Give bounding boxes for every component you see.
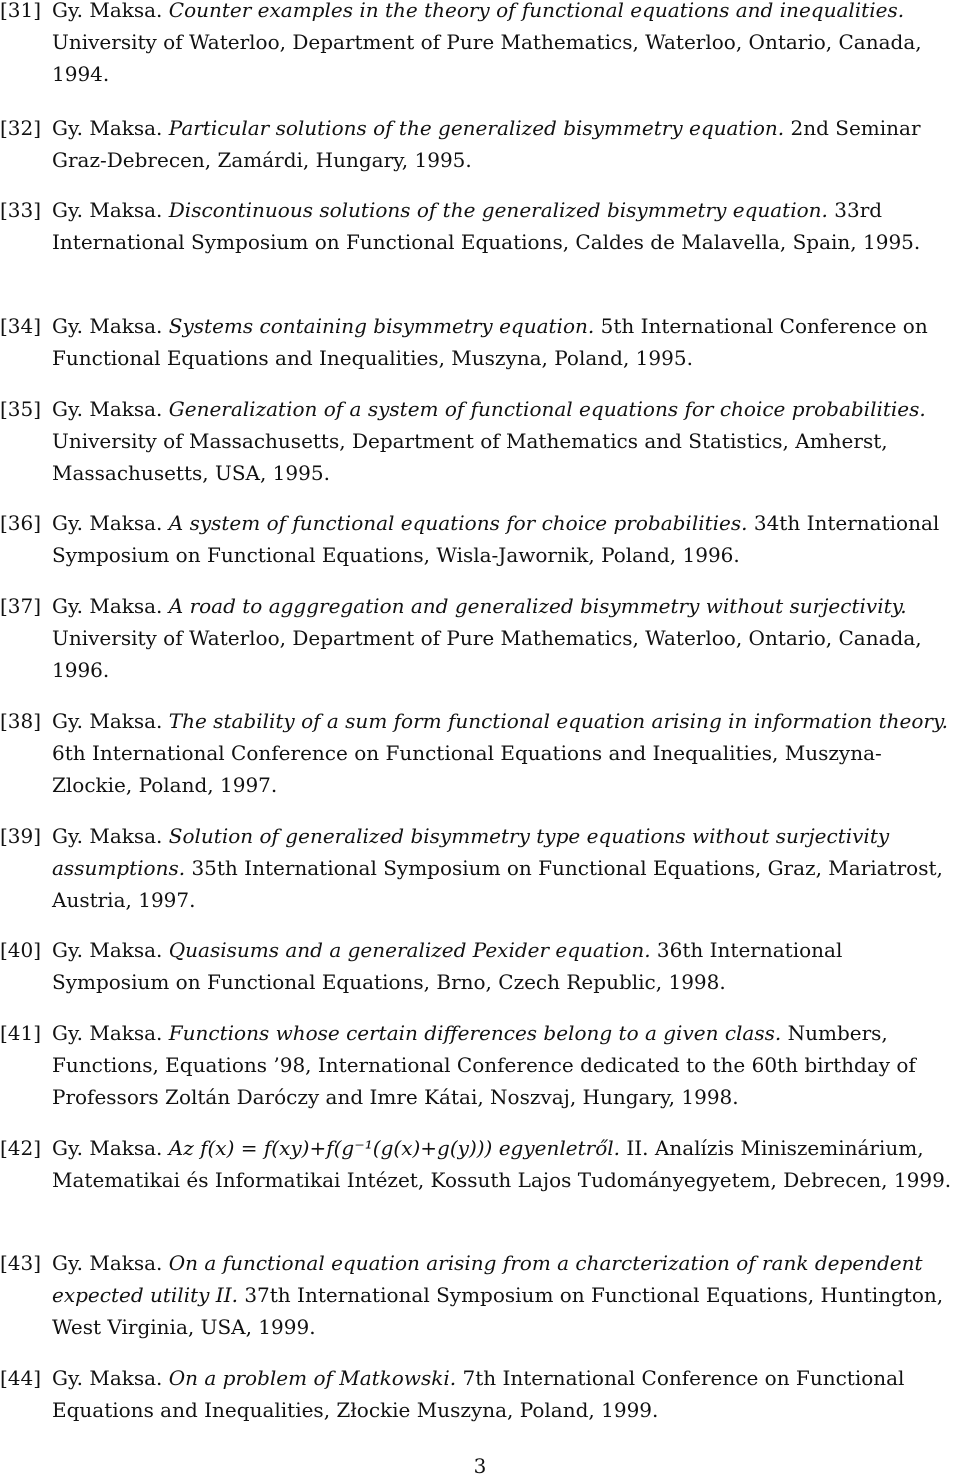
reference-venue: University of Massachusetts, Department of Mathematics and Statistics, Amherst, Massachusetts, USA, 1995.	[52, 429, 888, 485]
reference-title: On a problem of Matkowski.	[168, 1366, 457, 1390]
reference-number: [34]	[0, 314, 42, 338]
reference-item	[0, 1247, 960, 1343]
reference-number: [39]	[0, 824, 42, 848]
reference-venue: 33rd International Symposium on Functional Equations, Caldes de Malavella, Spain, 1995.	[52, 198, 921, 254]
reference-author: Gy. Maksa.	[52, 397, 163, 421]
reference-title: Quasisums and a generalized Pexider equation.	[168, 938, 651, 962]
reference-item	[0, 934, 960, 998]
reference-title: The stability of a sum form functional equation arising in information theory.	[168, 709, 948, 733]
reference-item	[0, 0, 960, 90]
reference-item	[0, 507, 960, 571]
reference-title: Counter examples in the theory of functional equations and inequalities.	[168, 0, 905, 22]
reference-venue: 36th International Symposium on Functional Equations, Brno, Czech Republic, 1998.	[52, 938, 843, 994]
reference-author: Gy. Maksa.	[52, 594, 163, 618]
reference-author: Gy. Maksa.	[52, 116, 163, 140]
reference-venue: University of Waterloo, Department of Pure Mathematics, Waterloo, Ontario, Canada, 1996.	[52, 626, 922, 682]
page-number: 3	[473, 1454, 487, 1478]
reference-author: Gy. Maksa.	[52, 0, 163, 22]
reference-number: [41]	[0, 1021, 42, 1045]
reference-author: Gy. Maksa.	[52, 709, 163, 733]
reference-number: [32]	[0, 116, 42, 140]
reference-author: Gy. Maksa.	[52, 824, 163, 848]
reference-author: Gy. Maksa.	[52, 314, 163, 338]
reference-venue: 35th International Symposium on Functional Equations, Graz, Mariatrost, Austria, 1997.	[52, 856, 943, 912]
reference-item	[0, 1132, 960, 1196]
reference-venue: Numbers, Functions, Equations ’98, International Conference dedicated to the 60th birthday of Professors Zoltán Daróczy and Imre Kátai, Noszvaj, Hungary, 1998.	[52, 1021, 916, 1109]
reference-number: [44]	[0, 1366, 42, 1390]
reference-venue: 37th International Symposium on Functional Equations, Huntington, West Virginia, USA, 1999.	[52, 1283, 944, 1339]
reference-title: Az f(x) = f(xy)+f(g⁻¹(g(x)+g(y))) egyenletről.	[168, 1136, 620, 1160]
reference-venue: 34th International Symposium on Functional Equations, Wisla-Jawornik, Poland, 1996.	[52, 511, 940, 567]
reference-item	[0, 310, 960, 374]
reference-author: Gy. Maksa.	[52, 1251, 163, 1275]
reference-title: Particular solutions of the generalized bisymmetry equation.	[168, 116, 785, 140]
reference-item	[0, 1362, 960, 1426]
reference-number: [36]	[0, 511, 42, 535]
reference-number: [42]	[0, 1136, 42, 1160]
reference-title: On a functional equation arising from a charcterization of rank dependent expected utility II.	[52, 1251, 923, 1307]
reference-number: [37]	[0, 594, 42, 618]
reference-author: Gy. Maksa.	[52, 1366, 163, 1390]
reference-author: Gy. Maksa.	[52, 511, 163, 535]
reference-title: Solution of generalized bisymmetry type equations without surjectivity assumptions.	[52, 824, 890, 880]
reference-item	[0, 705, 960, 801]
reference-number: [40]	[0, 938, 42, 962]
reference-author: Gy. Maksa.	[52, 1021, 163, 1045]
reference-item	[0, 393, 960, 489]
reference-item	[0, 112, 960, 176]
reference-venue: 7th International Conference on Functional Equations and Inequalities, Złockie Muszyna, Poland, 1999.	[52, 1366, 905, 1422]
reference-item	[0, 194, 960, 258]
reference-venue: University of Waterloo, Department of Pure Mathematics, Waterloo, Ontario, Canada, 1994.	[52, 30, 922, 86]
reference-venue: 5th International Conference on Functional Equations and Inequalities, Muszyna, Poland, 1995.	[52, 314, 928, 370]
reference-author: Gy. Maksa.	[52, 938, 163, 962]
reference-number: [38]	[0, 709, 42, 733]
reference-title: Systems containing bisymmetry equation.	[168, 314, 595, 338]
reference-number: [35]	[0, 397, 42, 421]
reference-title: Discontinuous solutions of the generalized bisymmetry equation.	[168, 198, 828, 222]
reference-item	[0, 820, 960, 916]
reference-venue: II. Analízis Miniszeminárium, Matematikai és Informatikai Intézet, Kossuth Lajos Tudományegyetem, Debrecen, 1999.	[52, 1136, 952, 1192]
reference-author: Gy. Maksa.	[52, 1136, 163, 1160]
reference-item	[0, 590, 960, 686]
reference-number: [31]	[0, 0, 42, 22]
reference-title: Functions whose certain differences belong to a given class.	[168, 1021, 782, 1045]
reference-author: Gy. Maksa.	[52, 198, 163, 222]
reference-title: Generalization of a system of functional equations for choice probabilities.	[168, 397, 926, 421]
reference-number: [43]	[0, 1251, 42, 1275]
reference-item	[0, 1017, 960, 1113]
reference-title: A road to agggregation and generalized bisymmetry without surjectivity.	[168, 594, 907, 618]
reference-venue: 2nd Seminar Graz-Debrecen, Zamárdi, Hungary, 1995.	[52, 116, 921, 172]
reference-number: [33]	[0, 198, 42, 222]
reference-venue: 6th International Conference on Functional Equations and Inequalities, Muszyna-Zlockie, Poland, 1997.	[52, 741, 882, 797]
reference-title: A system of functional equations for choice probabilities.	[168, 511, 748, 535]
